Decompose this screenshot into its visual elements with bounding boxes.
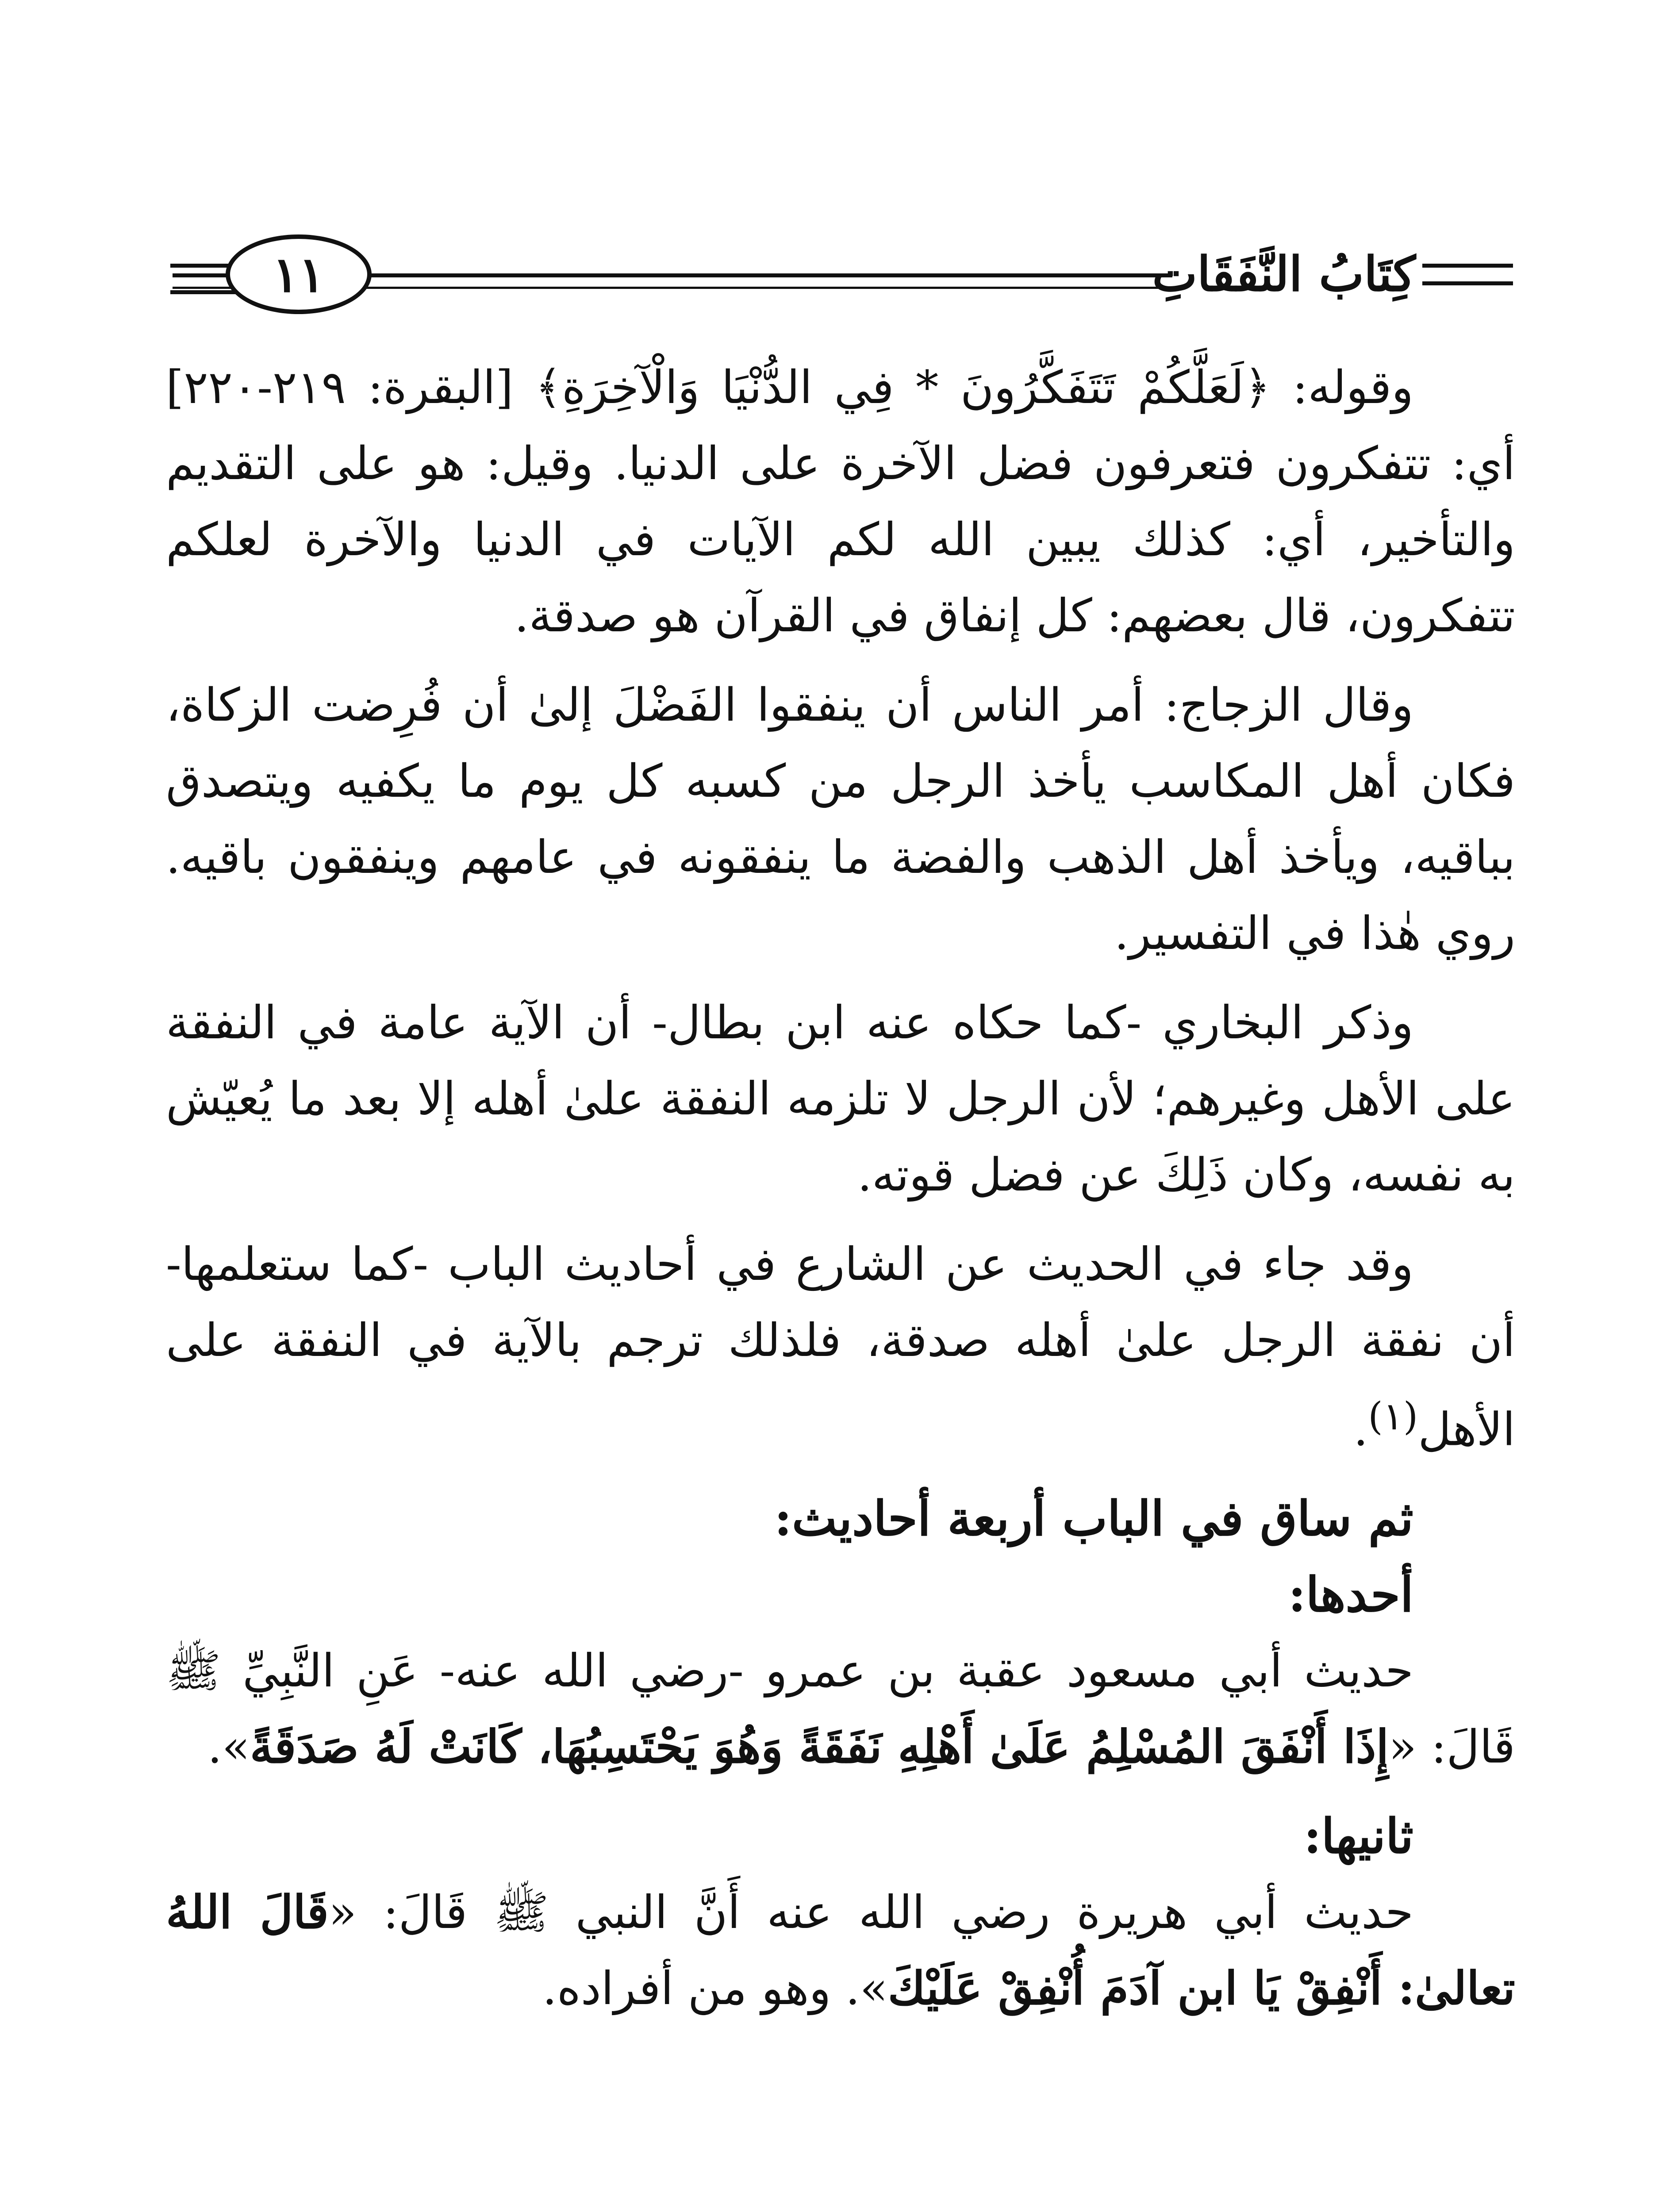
hadith-intro: حديث أبي هريرة رضي الله عنه أَنَّ النبي ﷺ قَالَ: « bbox=[328, 1886, 1413, 1939]
paragraph: وقوله: ﴿لَعَلَّكُمْ تَتَفَكَّرُونَ * فِي الدُّنْيَا وَالْآخِرَةِ﴾ [البقرة: ٢١٩-٢٢٠] أي: تتفكرون فتعرفون فضل الآخرة على الدنيا. وقيل: هو على التقديم والتأخير، أي: كذلك يبين الله لكم الآيات في الدنيا والآخرة لعلكم تتفكرون، قال بعضهم: كل إنفاق في القرآن هو صدقة. bbox=[166, 361, 1515, 642]
paragraph: وذكر البخاري -كما حكاه عنه ابن بطال- أن الآية عامة في النفقة على الأهل وغيرهم؛ لأن الرجل لا تلزمه النفقة علىٰ أهله إلا بعد ما يُعيّش به نفسه، وكان ذَلِكَ عن فضل قوته. bbox=[166, 996, 1515, 1202]
hadith-text: إِذَا أَنْفَقَ المُسْلِمُ عَلَىٰ أَهْلِهِ نَفَقَةً وَهُوَ يَحْتَسِبُهَا، كَانَتْ لَهُ صَدَقَةً bbox=[250, 1720, 1389, 1774]
hadith-paragraph bbox=[166, 1874, 1515, 2027]
paragraph-end: . bbox=[1353, 1403, 1368, 1456]
section-heading: ثانيها: bbox=[1303, 1809, 1413, 1865]
paragraph-text: وقد جاء في الحديث عن الشارع في أحاديث الباب -كما ستعلمها- أن نفقة الرجل علىٰ أهله صدقة، فلذلك ترجم بالآية في النفقة على الأهل bbox=[166, 1238, 1515, 1456]
page-number bbox=[226, 234, 372, 314]
section-heading: ثم ساق في الباب أربعة أحاديث: bbox=[774, 1491, 1413, 1547]
header-rule-right-lower bbox=[1422, 281, 1513, 285]
paragraph bbox=[166, 1226, 1515, 1467]
page-number-text: ١١ bbox=[272, 246, 325, 303]
header-rule-left-lower bbox=[170, 290, 237, 294]
footnote-reference: (١) bbox=[1368, 1394, 1418, 1439]
hadith-end: ». bbox=[207, 1720, 250, 1774]
header-rule-right-upper bbox=[1422, 264, 1513, 268]
hadith-intro: حديث أبي مسعود عقبة بن عمرو -رضي الله عنه- عَنِ النَّبِيِّ ﷺ قَالَ: « bbox=[166, 1644, 1515, 1774]
running-title: كِتَابُ النَّفَقَاتِ bbox=[1152, 246, 1416, 302]
section-heading: أحدها: bbox=[1288, 1567, 1413, 1623]
paragraph: وقال الزجاج: أمر الناس أن ينفقوا الفَضْلَ إلىٰ أن فُرِضت الزكاة، فكان أهل المكاسب يأخذ الرجل من كسبه كل يوم ما يكفيه ويتصدق بباقيه، ويأخذ أهل الذهب والفضة ما ينفقونه في عامهم وينفقون باقيه. روي هٰذا في التفسير. bbox=[166, 679, 1515, 960]
hadith-paragraph bbox=[166, 1633, 1515, 1785]
hadith-end: ». وهو من أفراده. bbox=[542, 1962, 888, 2016]
hadith-text: قَالَ اللهُ تعالىٰ: أَنْفِقْ يَا ابن آدَمَ أُنْفِقْ عَلَيْكَ bbox=[166, 1886, 1515, 2016]
main-text bbox=[166, 349, 1515, 2040]
